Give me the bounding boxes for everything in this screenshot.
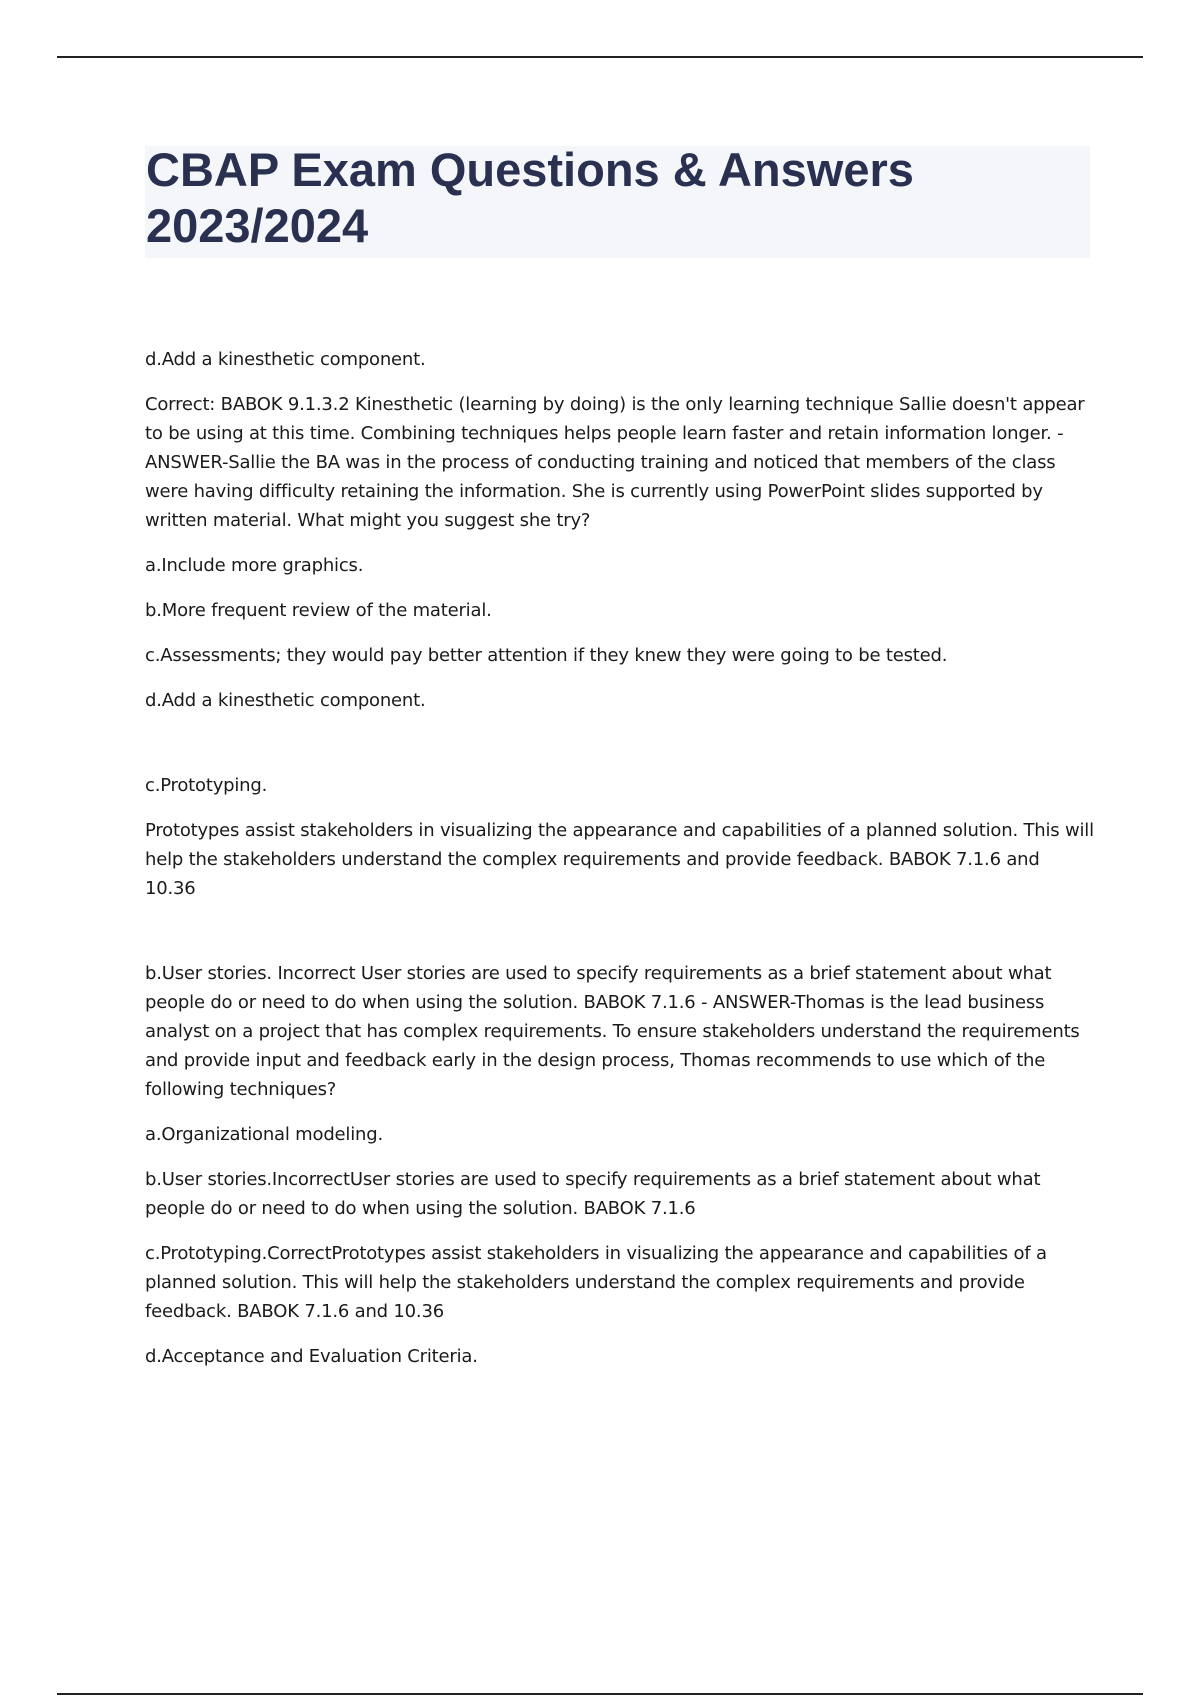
bottom-rule: [57, 1693, 1143, 1695]
paragraph: b.User stories.IncorrectUser stories are used to specify requirements as a brief statement about what people do or need to do when using the solution. BABOK 7.1.6: [145, 1169, 1041, 1219]
paragraph: Prototypes assist stakeholders in visualizing the appearance and capabilities of a planned solution. This will help the stakeholders understand the complex requirements and provide feedback. BABOK 7.1.6 and 10.36: [145, 820, 1094, 899]
paragraph: Correct: BABOK 9.1.3.2 Kinesthetic (learning by doing) is the only learning technique Sallie doesn't appear to be using at this time. Combining techniques helps people learn faster and retain information longer. - ANSWER-Sallie the BA was in the process of conducting training and noticed that members of the class were having difficulty retaining the information. She is currently using PowerPoint slides supported by written material. What might you suggest she try?: [145, 394, 1085, 531]
paragraph: b.User stories. Incorrect User stories are used to specify requirements as a brief statement about what people do or need to do when using the solution. BABOK 7.1.6 - ANSWER-Thomas is the lead business analyst on a project that has complex requirements. To ensure stakeholders understand the requirements and provide input and feedback early in the design process, Thomas recommends to use which of the following techniques?: [145, 963, 1080, 1100]
paragraph: d.Acceptance and Evaluation Criteria.: [145, 1346, 478, 1367]
paragraph: d.Add a kinesthetic component.: [145, 690, 426, 711]
paragraph: a.Organizational modeling.: [145, 1124, 383, 1145]
document-title: CBAP Exam Questions & Answers 2023/2024: [146, 143, 914, 252]
paragraph: a.Include more graphics.: [145, 555, 364, 576]
section-gap: [145, 731, 1095, 771]
paragraph: c.Assessments; they would pay better attention if they knew they were going to be tested.: [145, 645, 948, 666]
paragraph: c.Prototyping.: [145, 775, 268, 796]
document-body: [145, 345, 1095, 1387]
section-gap: [145, 919, 1095, 959]
top-rule: [57, 56, 1143, 58]
paragraph: c.Prototyping.CorrectPrototypes assist stakeholders in visualizing the appearance and capabilities of a planned solution. This will help the stakeholders understand the complex requirements and provide feedback. BABOK 7.1.6 and 10.36: [145, 1243, 1047, 1322]
paragraph: d.Add a kinesthetic component.: [145, 349, 426, 370]
paragraph: b.More frequent review of the material.: [145, 600, 492, 621]
